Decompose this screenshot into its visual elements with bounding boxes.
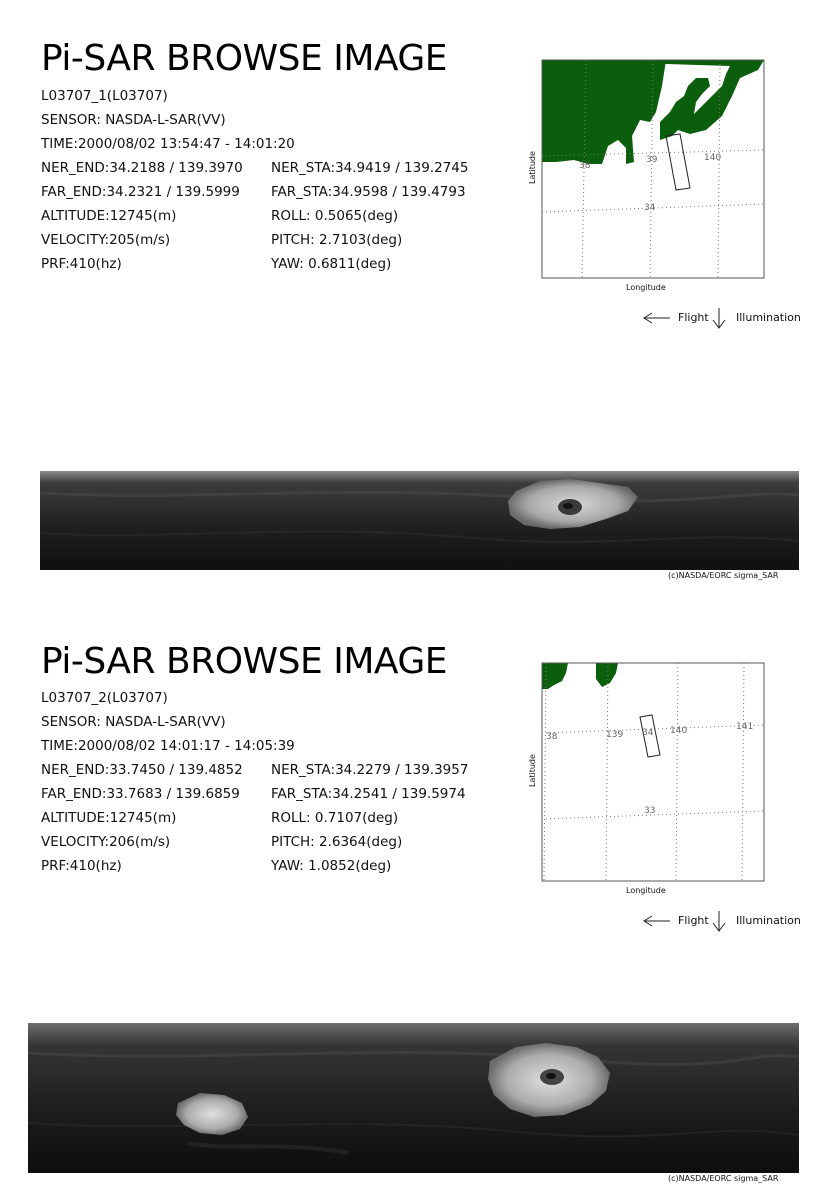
far-end-coord: FAR_END:33.7683 / 139.6859	[41, 786, 240, 802]
scene-id: L03707_1(L03707)	[41, 88, 168, 104]
location-map-graphic	[526, 659, 796, 899]
far-start-coord: FAR_STA:34.2541 / 139.5974	[271, 786, 466, 802]
grid-label-lon-39: 39	[646, 155, 658, 165]
grid-label-lon-140: 140	[670, 726, 688, 736]
map-latitude-label: Latitude	[528, 151, 537, 184]
page-title: Pi-SAR BROWSE IMAGE	[41, 38, 448, 79]
flight-arrow-icon	[642, 311, 672, 325]
map-longitude-label: Longitude	[626, 283, 666, 292]
grid-label-lon-141: 141	[736, 722, 754, 732]
grid-label-lat-34: 34	[642, 728, 654, 738]
yaw-value: YAW: 1.0852(deg)	[271, 858, 392, 874]
sar-strip-image	[28, 1023, 799, 1173]
map-longitude-label: Longitude	[626, 886, 666, 895]
image-credit: (c)NASDA/EORC sigma_SAR	[668, 1174, 779, 1183]
velocity-value: VELOCITY:206(m/s)	[41, 834, 171, 850]
page-title: Pi-SAR BROWSE IMAGE	[41, 641, 448, 682]
flight-arrow-icon	[642, 914, 672, 928]
yaw-value: YAW: 0.6811(deg)	[271, 256, 392, 272]
map-graticule	[542, 663, 764, 881]
flight-label: Flight	[678, 311, 709, 324]
scene-footprint	[666, 134, 690, 190]
sar-image-graphic	[28, 1023, 799, 1173]
near-end-coord: NER_END:33.7450 / 139.4852	[41, 762, 243, 778]
prf-value: PRF:410(hz)	[41, 256, 122, 272]
location-map-graphic	[526, 56, 796, 296]
prf-value: PRF:410(hz)	[41, 858, 122, 874]
illumination-label: Illumination	[736, 914, 801, 927]
sensor-info: SENSOR: NASDA-L-SAR(VV)	[41, 714, 226, 730]
image-credit: (c)NASDA/EORC sigma_SAR	[668, 571, 779, 580]
velocity-value: VELOCITY:205(m/s)	[41, 232, 171, 248]
map-land-mass	[542, 60, 764, 164]
grid-label-lon-140: 140	[704, 153, 722, 163]
near-end-coord: NER_END:34.2188 / 139.3970	[41, 160, 243, 176]
pitch-value: PITCH: 2.6364(deg)	[271, 834, 403, 850]
illumination-label: Illumination	[736, 311, 801, 324]
near-start-coord: NER_STA:34.2279 / 139.3957	[271, 762, 469, 778]
far-start-coord: FAR_STA:34.9598 / 139.4793	[271, 184, 466, 200]
browse-record-2	[0, 603, 822, 1190]
grid-label-lon-139: 139	[606, 730, 624, 740]
map-frame	[542, 663, 764, 881]
map-latitude-label: Latitude	[528, 754, 537, 787]
scene-id: L03707_2(L03707)	[41, 690, 168, 706]
sar-strip-image	[40, 471, 799, 570]
altitude-value: ALTITUDE:12745(m)	[41, 208, 177, 224]
altitude-value: ALTITUDE:12745(m)	[41, 810, 177, 826]
map-land-mass	[542, 663, 618, 689]
pitch-value: PITCH: 2.7103(deg)	[271, 232, 403, 248]
sensor-info: SENSOR: NASDA-L-SAR(VV)	[41, 112, 226, 128]
flight-label: Flight	[678, 914, 709, 927]
illumination-arrow-icon	[710, 306, 728, 330]
acquisition-time: TIME:2000/08/02 14:01:17 - 14:05:39	[41, 738, 295, 754]
roll-value: ROLL: 0.7107(deg)	[271, 810, 399, 826]
sar-image-graphic	[40, 471, 799, 570]
illumination-arrow-icon	[710, 909, 728, 933]
grid-label-lon-38: 38	[546, 732, 558, 742]
grid-label-lat-34: 34	[644, 203, 656, 213]
near-start-coord: NER_STA:34.9419 / 139.2745	[271, 160, 469, 176]
far-end-coord: FAR_END:34.2321 / 139.5999	[41, 184, 240, 200]
roll-value: ROLL: 0.5065(deg)	[271, 208, 399, 224]
grid-label-lon-38: 38	[579, 161, 591, 171]
location-map	[526, 56, 796, 296]
location-map	[526, 659, 796, 899]
acquisition-time: TIME:2000/08/02 13:54:47 - 14:01:20	[41, 136, 295, 152]
grid-label-lat-33: 33	[644, 806, 656, 816]
